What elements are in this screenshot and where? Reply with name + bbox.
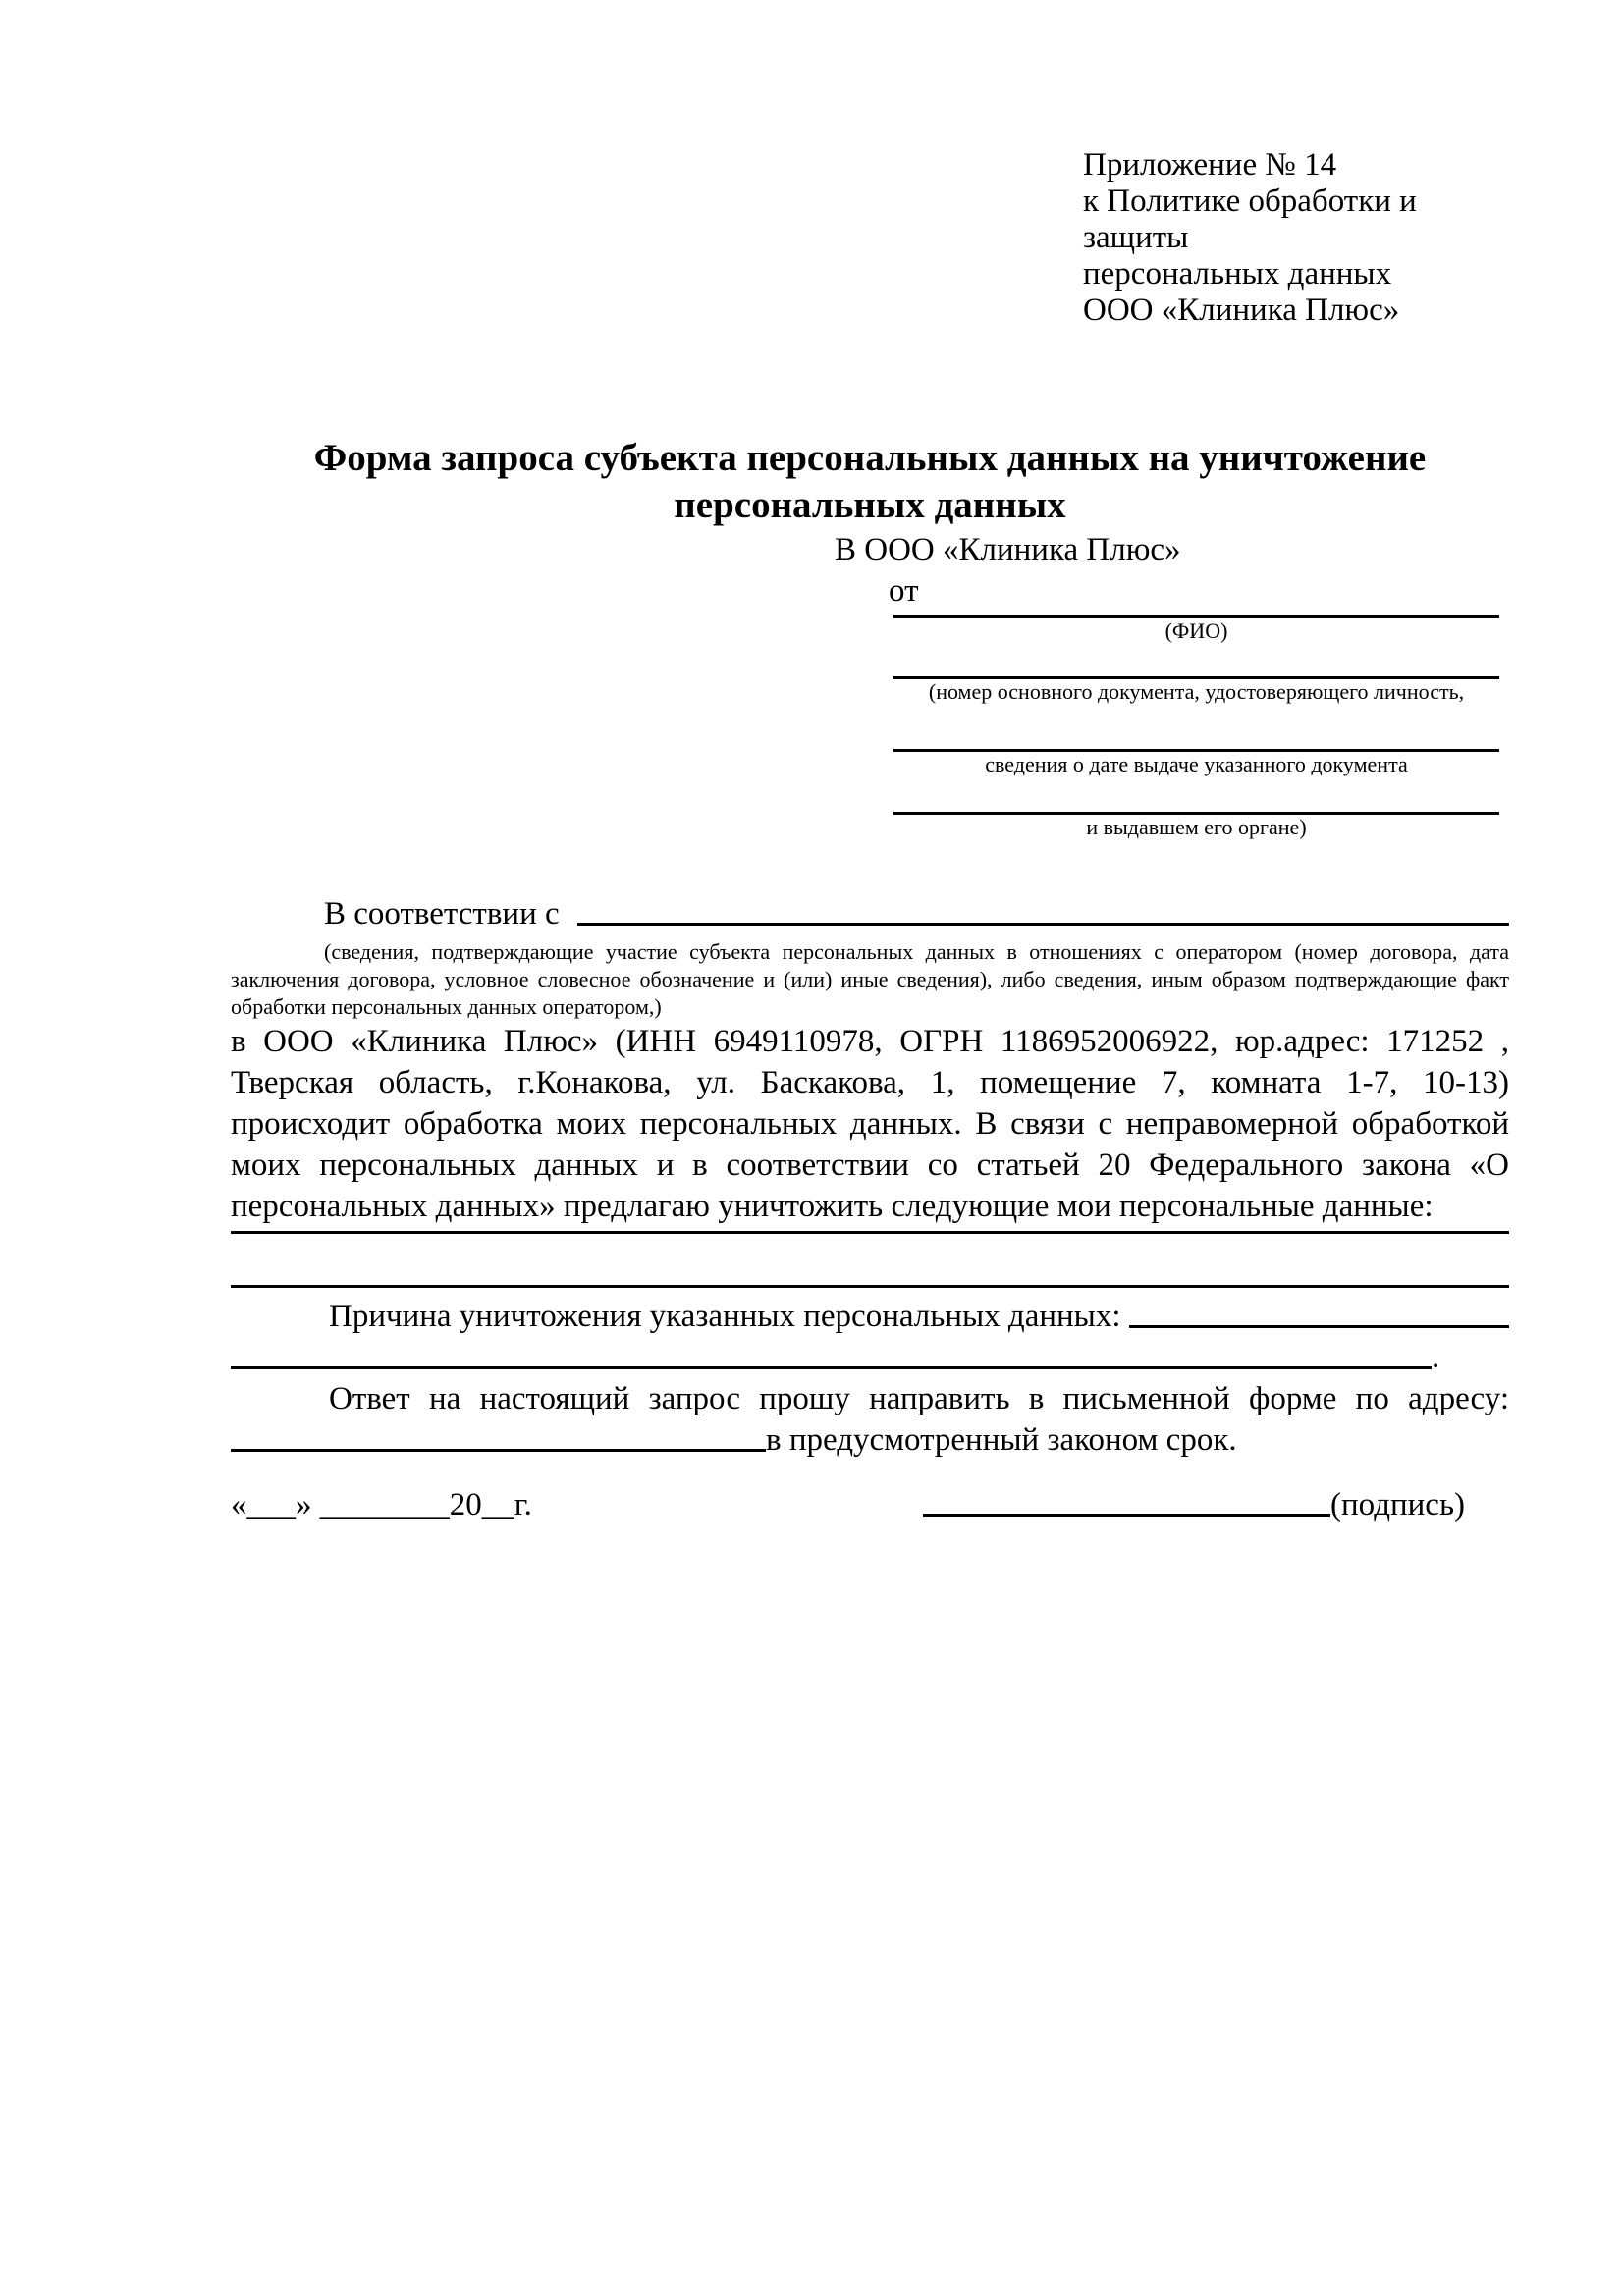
accordance-line bbox=[231, 893, 1509, 934]
paragraph-line: Тверская область, г.Конакова, ул. Баскакова, 1, помещение 7, комната 1-7, 10-13) bbox=[231, 1065, 1509, 1100]
document-title bbox=[231, 435, 1509, 529]
appendix-policy-line2: персональных данных bbox=[1083, 256, 1392, 292]
reason-continuation-line bbox=[231, 1337, 1509, 1378]
accordance-blank-line bbox=[577, 923, 1509, 926]
paragraph-line: в ООО «Клиника Плюс» (ИНН 6949110978, ОГРН 1186952006922, юр.адрес: 171252 , bbox=[231, 1024, 1509, 1059]
signature-blank-line bbox=[923, 1514, 1330, 1517]
period: . bbox=[1432, 1340, 1440, 1375]
document-number-caption: (номер основного документа, удостоверяющего личность, bbox=[928, 679, 1465, 704]
address-blank-line bbox=[231, 1449, 766, 1452]
date-signature-row bbox=[231, 1484, 1509, 1525]
paragraph-line: моих персональных данных и в соответствии со статьей 20 Федерального закона «О bbox=[231, 1148, 1509, 1183]
fio-caption: (ФИО) bbox=[1164, 618, 1228, 643]
addressee-company: В ООО «Клиника Плюс» bbox=[835, 532, 1181, 567]
reason-blank-line-2 bbox=[231, 1366, 1432, 1369]
appendix-company: ООО «Клиника Плюс» bbox=[1083, 293, 1400, 328]
addressee-fields bbox=[893, 615, 1499, 840]
address-and-term-line bbox=[231, 1419, 1509, 1461]
signature-caption: (подпись) bbox=[1330, 1487, 1465, 1522]
appendix-number: Приложение № 14 bbox=[1083, 147, 1337, 183]
data-to-destroy-blank-line-1 bbox=[231, 1227, 1509, 1234]
note-line: обработки персональных данных оператором,) bbox=[231, 994, 662, 1019]
note-line: заключения договора, условное словесное обозначение и (или) иные сведения), либо сведения, иным образом подтверждающие факт bbox=[231, 967, 1509, 991]
signature-group bbox=[923, 1484, 1465, 1525]
accordance-note bbox=[231, 938, 1509, 1021]
appendix-policy-line1: к Политике обработки и защиты bbox=[1083, 184, 1417, 255]
accordance-prefix: В соответствии с bbox=[324, 896, 568, 932]
answer-sentence: Ответ на настоящий запрос прошу направить в письменной форме по адресу: bbox=[329, 1381, 1509, 1416]
appendix-header bbox=[1083, 147, 1509, 329]
main-paragraph bbox=[231, 1021, 1509, 1227]
issuing-authority-field bbox=[893, 812, 1499, 840]
fio-field bbox=[893, 615, 1499, 644]
document-number-field bbox=[893, 676, 1499, 705]
document-content bbox=[231, 147, 1509, 1525]
issuing-authority-caption: и выдавшем его органе) bbox=[1086, 815, 1307, 839]
date-template: «___» ________20__г. bbox=[231, 1487, 532, 1522]
reason-label: Причина уничтожения указанных персональных данных: bbox=[329, 1299, 1129, 1334]
data-to-destroy-blank-line-2 bbox=[231, 1234, 1509, 1288]
reason-blank-line bbox=[1129, 1325, 1509, 1328]
document-title-line1: Форма запроса субъекта персональных данных на уничтожение bbox=[313, 437, 1427, 479]
term-suffix: в предусмотренный законом срок. bbox=[766, 1422, 1237, 1458]
note-line: (сведения, подтверждающие участие субъекта персональных данных в отношениях с оператором (номер договора, дата bbox=[324, 939, 1509, 964]
issue-date-field bbox=[893, 749, 1499, 777]
paragraph-line: персональных данных» предлагаю уничтожить следующие мои персональные данные: bbox=[231, 1189, 1434, 1224]
paragraph-line: происходит обработка моих персональных данных. В связи с неправомерной обработкой bbox=[231, 1106, 1509, 1142]
issue-date-caption: сведения о дате выдаче указанного документа bbox=[985, 752, 1408, 776]
reason-line bbox=[231, 1296, 1509, 1337]
from-label: от bbox=[889, 573, 919, 609]
document-title-line2: персональных данных bbox=[674, 484, 1066, 526]
